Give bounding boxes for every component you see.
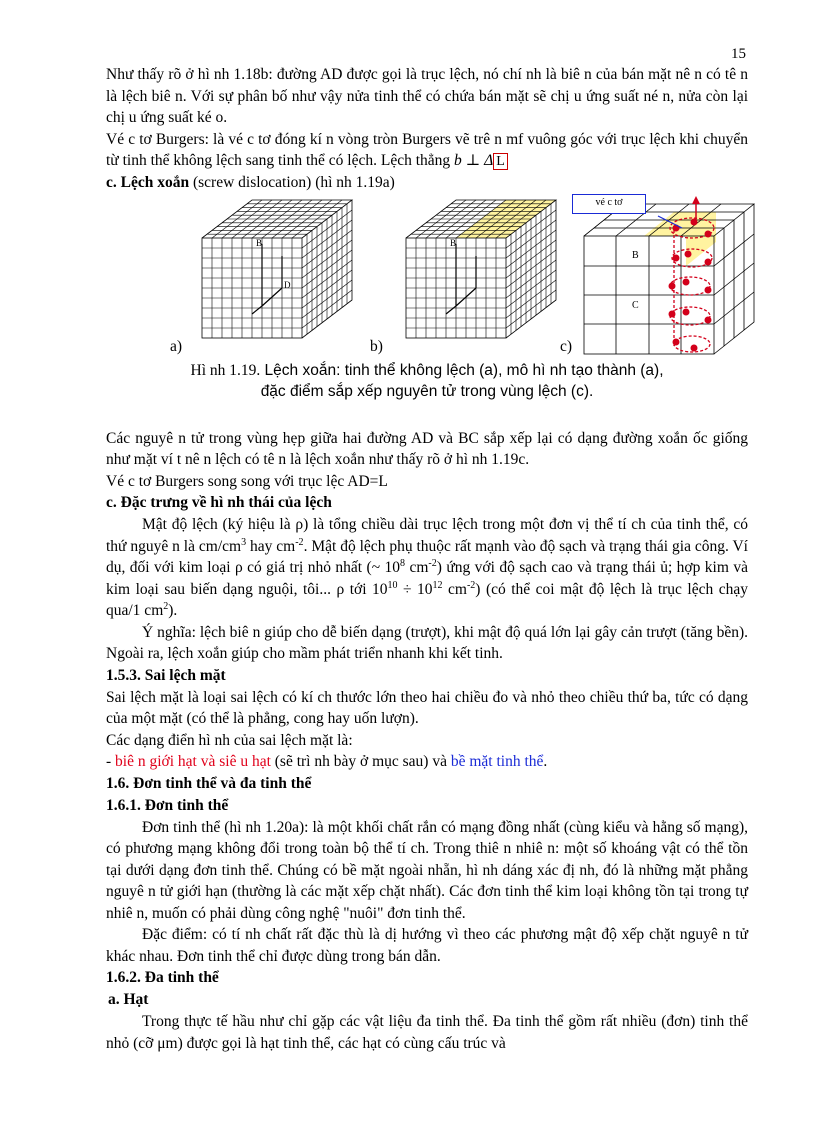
cube-diagram-b bbox=[380, 196, 560, 344]
paragraph-meaning: Ý nghĩa: lệch biê n giúp cho dễ biến dạng (trượt), khi mật độ quá lớn lại gây cản trượt (tăng bền). Ngoài ra, lệch xoắn giúp cho mầm phát triển nhanh khi kết tinh. bbox=[106, 623, 748, 662]
burgers-boxed-l: L bbox=[493, 153, 508, 170]
paragraph-single-crystal: Đơn tinh thể (hì nh 1.20a): là một khối chất rắn có mạng đồng nhất (cùng kiểu và hằng số mạng), có phương mạng không đổi trong toàn bộ thể tí ch. Trong thiê n nhiê n: một số khoáng vật có thể tồn tại dưới dạng đơn tinh thể. Chúng có bề mặt ngoài nhẵn, hì nh dáng xác đị nh, đó là những mặt phẳng nguyê n tử giới hạn (thường là các mặt xếp chặt nhất). Các đơn tinh thể kim loại không tồn tại trong tự nhiê n, muốn có phải dùng công nghệ "nuôi" đơn tinh thể. bbox=[106, 818, 748, 922]
paragraph-helix: Các nguyê n tử trong vùng hẹp giữa hai đường AD và BC sắp xếp lại có dạng đường xoắn ốc giống như mặt ví t nê n lệch có tê n là lệch xoắn như thấy rõ ở hì nh 1.19c. bbox=[106, 429, 748, 468]
caption-number: Hì nh 1.19. bbox=[190, 361, 261, 379]
paragraph-surface-defect: Sai lệch mặt là loại sai lệch có kí ch thước lớn theo hai chiều đo và nhỏ theo chiều thứ ba, tức có dạng của một mặt (có thể là phẳng, cong hay uốn lượn). bbox=[106, 688, 748, 727]
heading-screw-dislocation bbox=[106, 172, 748, 194]
paragraph-grain: Trong thực tế hầu như chỉ gặp các vật liệu đa tinh thể. Đa tinh thể gồm rất nhiều (đơn) tinh thể nhỏ (cỡ μm) được gọi là hạt tinh thể, các hạt có cùng cấu trúc và bbox=[106, 1013, 748, 1052]
heading-1-6: 1.6. Đơn tinh thể và đa tinh thể bbox=[106, 774, 312, 792]
page-number: 15 bbox=[731, 46, 746, 62]
paragraph-burgers-vector bbox=[106, 129, 748, 172]
paragraph-burgers-parallel: Vé c tơ Burgers song song với trục lệc AD=L bbox=[106, 472, 388, 490]
point-d-a: D bbox=[284, 279, 291, 290]
heading-screw-bold: c. Lệch xoắn bbox=[106, 173, 190, 191]
caption-line-2: đặc điểm sắp xếp nguyên tử trong vùng lệch (c). bbox=[260, 382, 594, 400]
heading-1-5-3: 1.5.3. Sai lệch mặt bbox=[106, 666, 226, 684]
heading-morphology: c. Đặc trưng về hì nh thái của lệch bbox=[106, 494, 332, 511]
figure-label-a: a) bbox=[170, 337, 183, 355]
figure-label-b: b) bbox=[370, 337, 383, 355]
link-grain-boundary[interactable]: biê n giới hạt và siê u hạt bbox=[115, 753, 271, 770]
heading-1-6-2: 1.6.2. Đa tinh thể bbox=[106, 969, 219, 986]
burgers-text: Vé c tơ Burgers: là vé c tơ đóng kí n vòng tròn Burgers vẽ trê n mf vuông góc với trục lệch khi chuyển từ tinh thể không lệch sang tinh thể có lệch. Lệch thẳng bbox=[106, 130, 748, 169]
point-b-b: B bbox=[450, 237, 457, 248]
burgers-formula: b ⊥ Δ bbox=[454, 152, 494, 169]
cube-diagram-a bbox=[176, 196, 356, 344]
link-crystal-surface[interactable]: bề mặt tinh thể bbox=[450, 753, 544, 770]
point-b-a: B bbox=[256, 237, 263, 248]
paragraph-surface-types: Các dạng điển hì nh của sai lệch mặt là: bbox=[106, 731, 353, 749]
figure-caption bbox=[106, 360, 748, 402]
caption-line-1: Lệch xoắn: tinh thể không lệch (a), mô hì nh tạo thành (a), bbox=[260, 361, 664, 379]
point-b-c: B bbox=[632, 249, 639, 261]
figure-1-19 bbox=[106, 196, 748, 356]
paragraph-surface-list: - biê n giới hạt và siê u hạt (sẽ trì nh bày ở mục sau) và bề mặt tinh thể. bbox=[106, 753, 548, 770]
figure-label-c: c) bbox=[560, 337, 573, 355]
heading-screw-rest: (screw dislocation) (hì nh 1.19a) bbox=[189, 173, 395, 191]
point-c-c: C bbox=[632, 299, 639, 311]
vector-callout: vé c tơ bbox=[572, 194, 646, 214]
page-content bbox=[106, 64, 748, 1054]
cube-diagram-c bbox=[568, 196, 758, 356]
paragraph-single-crystal-features: Đặc điểm: có tí nh chất rất đặc thù là dị hướng vì theo các phương mật độ xếp chặt nguyê n tử khác nhau. Đơn tinh thể chỉ được dùng trong bán dẫn. bbox=[106, 926, 748, 965]
heading-grain: a. Hạt bbox=[108, 991, 149, 1008]
paragraph-density: Mật độ lệch (ký hiệu là ρ) là tổng chiều dài trục lệch trong một đơn vị thể tí ch của tinh thể, có thứ nguyê n là $cm/cm^3$ hay $cm^{-2}$. Mật độ lệch phụ thuộc rất mạnh vào độ sạch và trạng thái gia công. Ví dụ, đối với kim loại ρ có giá trị nhỏ nhất (~ $10^8$ $cm^{-2}$) ứng với độ sạch cao và trạng thái ủ; hợp kim và kim loại sau biến dạng nguội, tôi... ρ tới $10^{10} \div 10^{12}$ $cm^{-2}$) (có thể coi mật độ lệch là trục lệch chạy qua/1 $cm^2$). bbox=[106, 516, 748, 619]
heading-1-6-1: 1.6.1. Đơn tinh thể bbox=[106, 796, 229, 814]
paragraph-edge-dislocation: Như thấy rõ ở hì nh 1.18b: đường AD được gọi là trục lệch, nó chí nh là biê n của bán mặt nê n có tê n là lệch biê n. Với sự phân bố như vậy nửa tinh thể có chứa bán mặt sẽ chị u ứng suất né n, nửa còn lại chị u ứng suất ké o. bbox=[106, 66, 748, 126]
